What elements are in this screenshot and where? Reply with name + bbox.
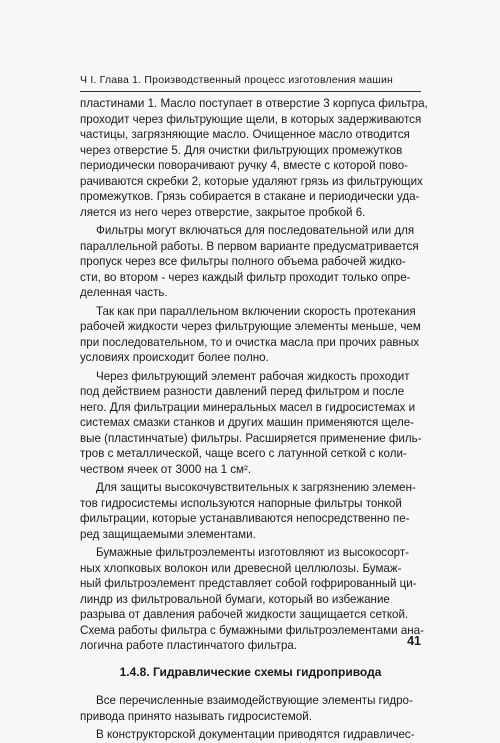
text-line: тов гидросистемы используются напорные фильтры тонкой bbox=[80, 496, 402, 510]
text-line: через отверстие 5. Для очистки фильтрующих промежутков bbox=[80, 143, 403, 157]
paragraph bbox=[80, 223, 421, 301]
text-line: проходит через фильтрующие щели, в которых задерживаются bbox=[80, 112, 422, 126]
text-line: пластинами 1. Масло поступает в отверстие 3 корпуса фильтра, bbox=[80, 97, 428, 110]
text-line: логична работе пластинчатого фильтра. bbox=[80, 639, 298, 652]
paragraph bbox=[80, 727, 421, 743]
running-header: Ч I. Глава 1. Производственный процесс изготовления машин bbox=[80, 74, 394, 86]
text-line: Через фильтрующий элемент рабочая жидкость проходит bbox=[96, 369, 410, 383]
text-line: параллельной работы. В первом варианте предусматривается bbox=[80, 239, 419, 253]
paragraph bbox=[80, 369, 421, 478]
text-line: ред защищаемыми элементами. bbox=[80, 527, 256, 541]
header-rule bbox=[80, 91, 421, 92]
text-line: периодически поворачивают ручку 4, вместе с которой пово- bbox=[80, 159, 409, 172]
paragraph bbox=[80, 693, 421, 724]
text-line: привода принято называть гидросистемой. bbox=[80, 709, 312, 723]
text-line: ляется из него через отверстие, закрытое пробкой 6. bbox=[80, 205, 366, 219]
text-line: ных хлопковых волокон или древесной целлюлозы. Бумаж- bbox=[80, 561, 402, 575]
paragraph bbox=[80, 96, 428, 220]
text-line: фильтрации, которые устанавливаются непосредственно пе- bbox=[80, 512, 410, 525]
text-line: чеством ячеек от 3000 на 1 см². bbox=[80, 462, 252, 476]
text-line: рабочей жидкости через фильтрующие элементы меньше, чем bbox=[80, 320, 421, 333]
paragraph bbox=[80, 304, 421, 366]
text-line: Фильтры могут включаться для последовательной или для bbox=[96, 224, 415, 237]
text-line: Схема работы фильтра с бумажными фильтроэлементами ана- bbox=[80, 623, 424, 637]
text-line: промежутков. Грязь собирается в стакане и периодически уда- bbox=[80, 190, 420, 203]
text-line: Для защиты высокочувствительных к загрязнению элемен- bbox=[96, 481, 416, 494]
text-line: деленная часть. bbox=[80, 286, 168, 299]
text-line: ный фильтроэлемент представляет собой гофрированный ци- bbox=[80, 577, 417, 590]
text-line: рачиваются скребки 2, которые удаляют грязь из фильтрующих bbox=[80, 174, 423, 188]
text-line: линдр из фильтровальной бумаги, который во избежание bbox=[80, 592, 390, 606]
text-line: вые (пластинчатые) фильтры. Расширяется применение филь- bbox=[80, 431, 422, 445]
text-line: условиях происходит более полно. bbox=[80, 351, 269, 364]
section-heading: 1.4.8. Гидравлические схемы гидропривода bbox=[119, 664, 382, 679]
paragraphs-before-heading bbox=[80, 96, 428, 654]
text-line: него. Для фильтрации минеральных масел в гидросистемах и bbox=[80, 400, 416, 414]
paragraphs-after-heading bbox=[80, 693, 421, 743]
text-line: Все перечисленные взаимодействующие элементы гидро- bbox=[96, 694, 413, 707]
text-line: частицы, загрязняющие масло. Очищенное масло отводится bbox=[80, 128, 410, 141]
paragraph bbox=[80, 545, 424, 654]
text-line: сти, во втором - через каждый фильтр проходит только опре- bbox=[80, 270, 411, 284]
text-line: системах смазки станков и других машин применяются щеле- bbox=[80, 416, 415, 429]
paragraph bbox=[80, 480, 421, 542]
text-line: тров с металлической, чаще всего с латунной сеткой с коли- bbox=[80, 447, 407, 460]
text-line: разрыва от давления рабочей жидкости защищается сеткой. bbox=[80, 608, 409, 621]
text-line: пропуск через все фильтры полного объема рабочей жидко- bbox=[80, 255, 406, 268]
text-line: Так как при параллельном включении скорость протекания bbox=[96, 304, 416, 318]
text-line: под действием разности давлений перед фильтром и после bbox=[80, 385, 405, 398]
text-line: В конструкторской документации приводятся гидравличес- bbox=[96, 728, 415, 741]
text-line: Бумажные фильтроэлементы изготовляют из высокосорт- bbox=[96, 546, 410, 559]
page-body bbox=[80, 96, 428, 743]
text-line: при последовательном, то и очистка масла при прочих равных bbox=[80, 335, 420, 349]
page-number: 41 bbox=[407, 634, 421, 648]
